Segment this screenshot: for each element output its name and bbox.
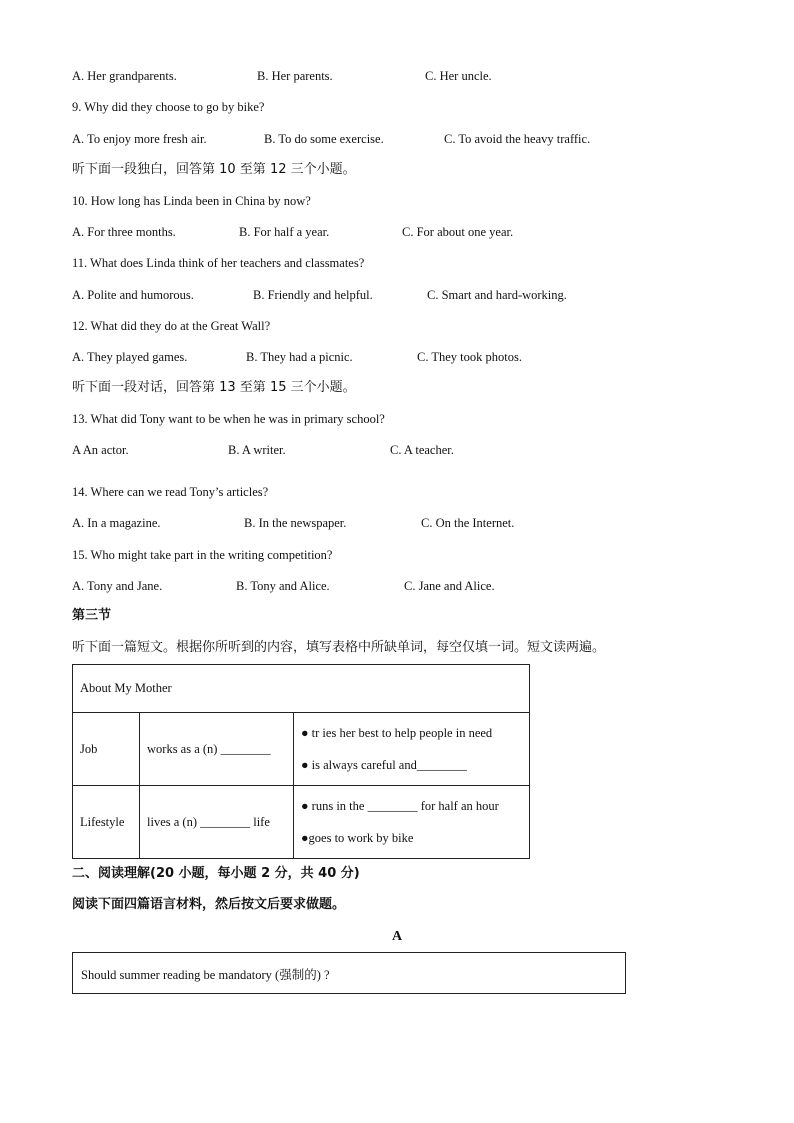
- table-cell-line: ● runs in the ________ for half an hour: [301, 799, 499, 813]
- q11-question: 11. What does Linda think of her teachers and classmates?: [72, 256, 365, 270]
- q10-option-c: C. For about one year.: [402, 225, 514, 239]
- q15-option-c: C. Jane and Alice.: [404, 579, 495, 593]
- q9-option-c: C. To avoid the heavy traffic.: [444, 132, 591, 146]
- q8-option-a: A. Her grandparents.: [72, 69, 177, 83]
- passage-title-box: [72, 952, 626, 994]
- q12-option-b: B. They had a picnic.: [246, 350, 353, 364]
- q8-option-c: C. Her uncle.: [425, 69, 492, 83]
- section3-title: 第三节: [72, 608, 112, 623]
- q11-option-c: C. Smart and hard-working.: [427, 288, 567, 302]
- table-row-lifestyle-label: Lifestyle: [73, 786, 140, 859]
- q14-option-b: B. In the newspaper.: [244, 516, 347, 530]
- q12-option-c: C. They took photos.: [417, 350, 522, 364]
- table-cell-line: ● is always careful and________: [301, 758, 467, 772]
- q13-option-b: B. A writer.: [228, 443, 286, 457]
- part2-instruction: 阅读下面四篇语言材料，然后按文后要求做题。: [72, 897, 346, 912]
- q14-option-c: C. On the Internet.: [421, 516, 515, 530]
- about-mother-table: [72, 664, 530, 859]
- table-cell-line: ●goes to work by bike: [301, 831, 414, 845]
- table-title: About My Mother: [73, 665, 530, 713]
- section3-instruction: 听下面一篇短文。根据你所听到的内容，填写表格中所缺单词，每空仅填一词。短文读两遍。: [72, 640, 606, 655]
- q12-option-a: A. They played games.: [72, 350, 188, 364]
- q14-question: 14. Where can we read Tony’s articles?: [72, 485, 269, 499]
- table-row-lifestyle-right: [294, 786, 530, 859]
- q13-option-c: C. A teacher.: [390, 443, 454, 457]
- passage-label: A: [391, 929, 403, 944]
- q11-option-b: B. Friendly and helpful.: [253, 288, 373, 302]
- q9-option-b: B. To do some exercise.: [264, 132, 384, 146]
- q9-option-a: A. To enjoy more fresh air.: [72, 132, 207, 146]
- table-cell-line: ● tr ies her best to help people in need: [301, 726, 493, 740]
- q15-option-b: B. Tony and Alice.: [236, 579, 330, 593]
- q15-option-a: A. Tony and Jane.: [72, 579, 163, 593]
- q13-option-a: A An actor.: [72, 443, 129, 457]
- table-row-job-right: [294, 713, 530, 786]
- q13-question: 13. What did Tony want to be when he was in primary school?: [72, 412, 385, 426]
- instruction-10-12: 听下面一段独白，回答第 10 至第 12 三个小题。: [72, 162, 356, 177]
- q15-question: 15. Who might take part in the writing competition?: [72, 548, 333, 562]
- q12-question: 12. What did they do at the Great Wall?: [72, 319, 271, 333]
- q9-question: 9. Why did they choose to go by bike?: [72, 100, 265, 114]
- instruction-13-15: 听下面一段对话，回答第 13 至第 15 三个小题。: [72, 380, 356, 395]
- q11-option-a: A. Polite and humorous.: [72, 288, 194, 302]
- part2-heading: 二、阅读理解(20 小题，每小题 2 分，共 40 分): [72, 866, 360, 881]
- passage-title: Should summer reading be mandatory (强制的) ?: [81, 968, 330, 982]
- q10-option-a: A. For three months.: [72, 225, 176, 239]
- table-row-job-middle: works as a (n) ________: [140, 713, 294, 786]
- q10-question: 10. How long has Linda been in China by now?: [72, 194, 311, 208]
- q8-option-b: B. Her parents.: [257, 69, 333, 83]
- table-row-job-label: Job: [73, 713, 140, 786]
- table-row-lifestyle-middle: lives a (n) ________ life: [140, 786, 294, 859]
- q10-option-b: B. For half a year.: [239, 225, 330, 239]
- q14-option-a: A. In a magazine.: [72, 516, 161, 530]
